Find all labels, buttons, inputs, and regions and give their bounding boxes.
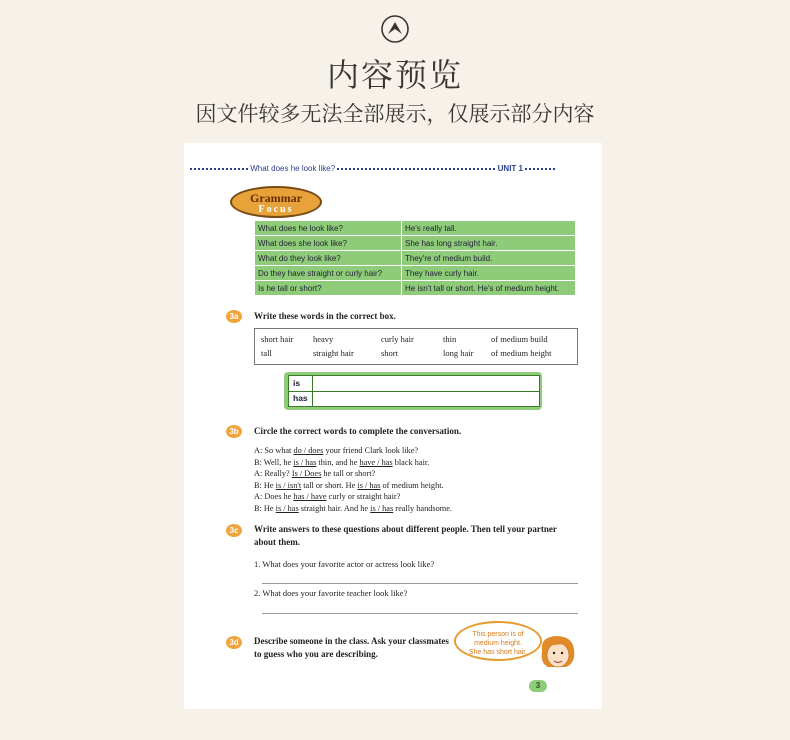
section-number-3a: 3a: [226, 310, 242, 323]
answer-line-2[interactable]: [262, 613, 578, 614]
table-row: What does she look like? She has long straight hair.: [255, 236, 576, 251]
header-unit: UNIT 1: [497, 164, 523, 173]
answer-line-1[interactable]: [262, 583, 578, 584]
section-instruction-3a: Write these words in the correct box.: [254, 311, 396, 321]
page-number: 3: [529, 680, 547, 692]
conversation: [254, 445, 452, 514]
page-title: 内容预览: [326, 56, 463, 94]
conversation-line: A: Really? Is / Does he tall or short?: [254, 469, 376, 478]
section-instruction-3b: Circle the correct words to complete the conversation.: [254, 426, 462, 436]
header-title: What does he look like?: [250, 164, 336, 173]
grammar-focus-badge: Grammar Focus: [230, 186, 322, 218]
conversation-line: A: So what do / does your friend Clark look like?: [254, 446, 419, 455]
running-header: [190, 164, 596, 173]
section-number-3d: 3d: [226, 636, 242, 649]
section-instruction-3c: Write answers to these questions about different people. Then tell your partner about them.: [254, 524, 557, 547]
table-row: What does he look like? He's really tall.: [255, 221, 576, 236]
table-row: What do they look like? They're of medium build.: [255, 251, 576, 266]
has-row[interactable]: has: [289, 391, 539, 406]
document-page-preview: [184, 143, 602, 709]
grammar-table: [254, 220, 576, 296]
conversation-line: B: He is / isn't tall or short. He is / has of medium height.: [254, 480, 444, 490]
word-box: short hair heavy curly hair thin of medium build tall straight hair short long hair of medium height: [254, 328, 578, 365]
is-has-answer-box: [284, 372, 542, 410]
table-row: Is he tall or short? He isn't tall or short. He's of medium height.: [255, 281, 576, 296]
conversation-line: B: He is / has straight hair. And he is / has really handsome.: [254, 503, 452, 513]
conversation-line: B: Well, he is / has thin, and he have / has black hair.: [254, 457, 430, 467]
question-2: 2. What does your favorite teacher look like?: [254, 588, 408, 598]
girl-illustration-icon: [536, 633, 578, 673]
section-instruction-3d: Describe someone in the class. Ask your classmates to guess who you are describing.: [254, 636, 449, 659]
speech-bubble: This person is of medium height. She has short hair.: [454, 621, 542, 661]
conversation-line: A: Does he has / have curly or straight hair?: [254, 492, 401, 501]
page-subtitle: 因文件较多无法全部展示，仅展示部分内容: [195, 102, 595, 126]
question-1: 1. What does your favorite actor or actress look like?: [254, 559, 435, 569]
section-number-3b: 3b: [226, 425, 242, 438]
is-row[interactable]: is: [289, 376, 539, 392]
section-number-3c: 3c: [226, 524, 242, 537]
up-arrow-circle-icon: [380, 14, 410, 44]
table-row: Do they have straight or curly hair? They have curly hair.: [255, 266, 576, 281]
